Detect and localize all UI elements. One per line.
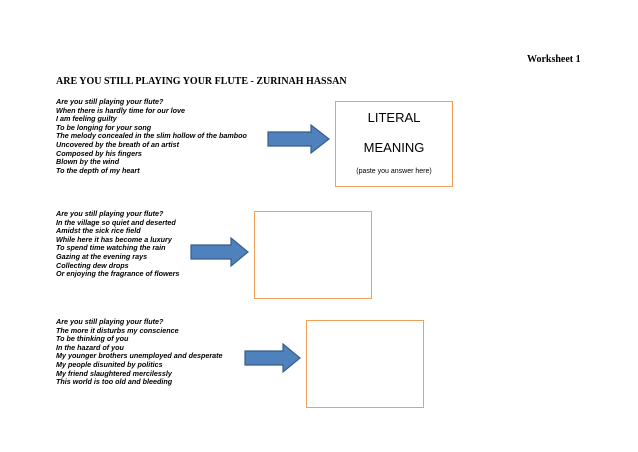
stanza-line: In the hazard of you	[56, 342, 124, 352]
right-arrow-icon	[267, 124, 331, 154]
stanza-line: My people disunited by politics	[56, 359, 163, 369]
stanza-line: To the depth of my heart	[56, 165, 140, 175]
stanza-line: To be thinking of you	[56, 334, 129, 344]
stanza-line: Are you still playing your flute?	[56, 209, 164, 218]
answer-box-3[interactable]	[306, 320, 424, 408]
box-hint: (paste you answer here)	[356, 168, 432, 175]
stanza-line: While here it has become a luxury	[56, 234, 172, 244]
stanza-line: When there is hardly time for our love	[56, 105, 185, 115]
box-title-meaning: MEANING	[363, 140, 425, 155]
stanza-line: Uncovered by the breath of an artist	[56, 139, 180, 149]
right-arrow-icon	[244, 343, 302, 373]
stanza-line: Gazing at the evening rays	[56, 251, 148, 261]
stanza-line: The melody concealed in the slim hollow of the bamboo	[56, 131, 247, 141]
stanza-line: I am feeling guilty	[56, 114, 117, 124]
worksheet-label: Worksheet 1	[527, 54, 581, 65]
stanza-line: The more it disturbs my conscience	[56, 325, 179, 335]
stanza-line: Composed by his fingers	[56, 148, 142, 158]
stanza-line: To spend time watching the rain	[56, 243, 166, 253]
answer-box-1[interactable]	[335, 101, 453, 187]
right-arrow-icon	[190, 237, 250, 267]
stanza-1	[56, 98, 247, 175]
box-title-literal: LITERAL	[367, 110, 421, 125]
stanza-line: Amidst the sick rice field	[56, 226, 141, 236]
stanza-line: Are you still playing your flute?	[56, 97, 164, 106]
stanza-line: My younger brothers unemployed and desperate	[56, 351, 223, 361]
stanza-line: Are you still playing your flute?	[56, 317, 164, 326]
answer-box-2[interactable]	[254, 211, 372, 299]
stanza-3	[56, 318, 223, 387]
stanza-line: Blown by the wind	[56, 157, 120, 167]
stanza-line: Or enjoying the fragrance of flowers	[56, 269, 180, 279]
stanza-line: Collecting dew drops	[56, 260, 129, 270]
stanza-line: My friend slaughtered mercilessly	[56, 368, 172, 378]
stanza-line: This world is too old and bleeding	[56, 377, 173, 387]
poem-title: ARE YOU STILL PLAYING YOUR FLUTE - ZURINAH HASSAN	[56, 76, 347, 87]
stanza-line: In the village so quiet and deserted	[56, 217, 176, 227]
stanza-line: To be longing for your song	[56, 122, 152, 132]
stanza-2	[56, 210, 179, 279]
